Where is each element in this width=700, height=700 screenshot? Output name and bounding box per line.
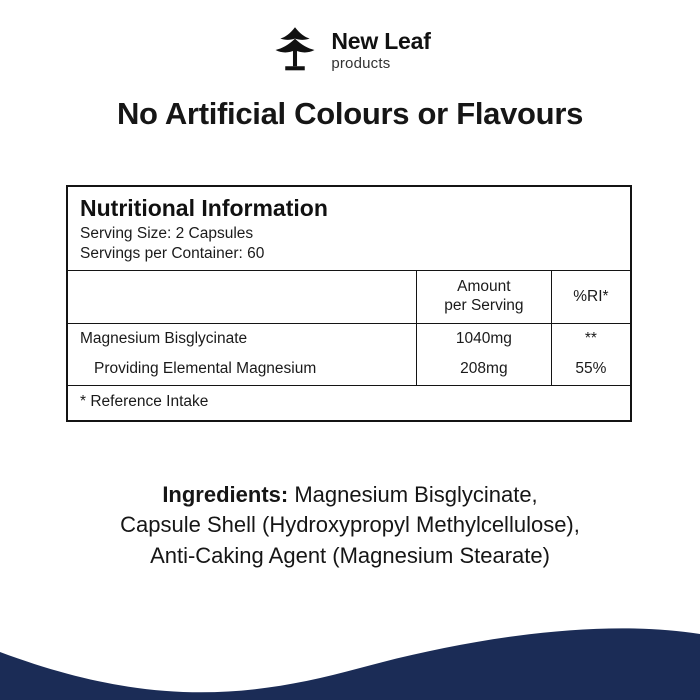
header-blank xyxy=(68,281,416,313)
brand-name: New Leaf xyxy=(331,27,431,54)
header-amount-line1: Amount xyxy=(457,278,511,295)
brand-logo xyxy=(0,24,700,76)
row-name-indented: Providing Elemental Magnesium xyxy=(94,360,317,378)
servings-per-container: Servings per Container: 60 xyxy=(80,245,265,262)
table-header-row xyxy=(68,271,630,324)
leaf-tree-icon xyxy=(269,24,321,76)
headline: No Artificial Colours or Flavours xyxy=(116,96,584,131)
ingredients-label: Ingredients: xyxy=(162,482,289,507)
reference-intake-note: * Reference Intake xyxy=(80,392,209,410)
bottom-navy-swoosh xyxy=(0,590,700,700)
table-footnote-row xyxy=(68,385,630,420)
table-row xyxy=(68,323,630,354)
panel-title: Nutritional Information xyxy=(80,195,328,221)
brand-tagline: products xyxy=(331,54,391,72)
ingredients-block xyxy=(0,480,700,571)
ingredients-line-2: Capsule Shell (Hydroxypropyl Methylcellulose), xyxy=(120,512,580,538)
ingredients-line-1 xyxy=(28,480,672,510)
row-amount: 208mg xyxy=(460,360,508,378)
row-name xyxy=(68,354,416,384)
header-amount-line2: per Serving xyxy=(444,297,524,315)
ingredients-line-3: Anti-Caking Agent (Magnesium Stearate) xyxy=(150,542,550,568)
row-amount: 1040mg xyxy=(455,329,512,347)
row-ri: ** xyxy=(584,329,597,347)
nutrition-panel xyxy=(66,185,632,422)
header-ri: %RI* xyxy=(573,287,609,305)
table-row xyxy=(68,354,630,385)
row-name: Magnesium Bisglycinate xyxy=(80,329,248,347)
ingredients-line-1-rest: Magnesium Bisglycinate, xyxy=(288,482,538,507)
header-amount xyxy=(417,271,551,323)
row-ri: 55% xyxy=(575,360,607,378)
serving-size: Serving Size: 2 Capsules xyxy=(80,225,254,242)
nutrition-table xyxy=(68,270,630,420)
